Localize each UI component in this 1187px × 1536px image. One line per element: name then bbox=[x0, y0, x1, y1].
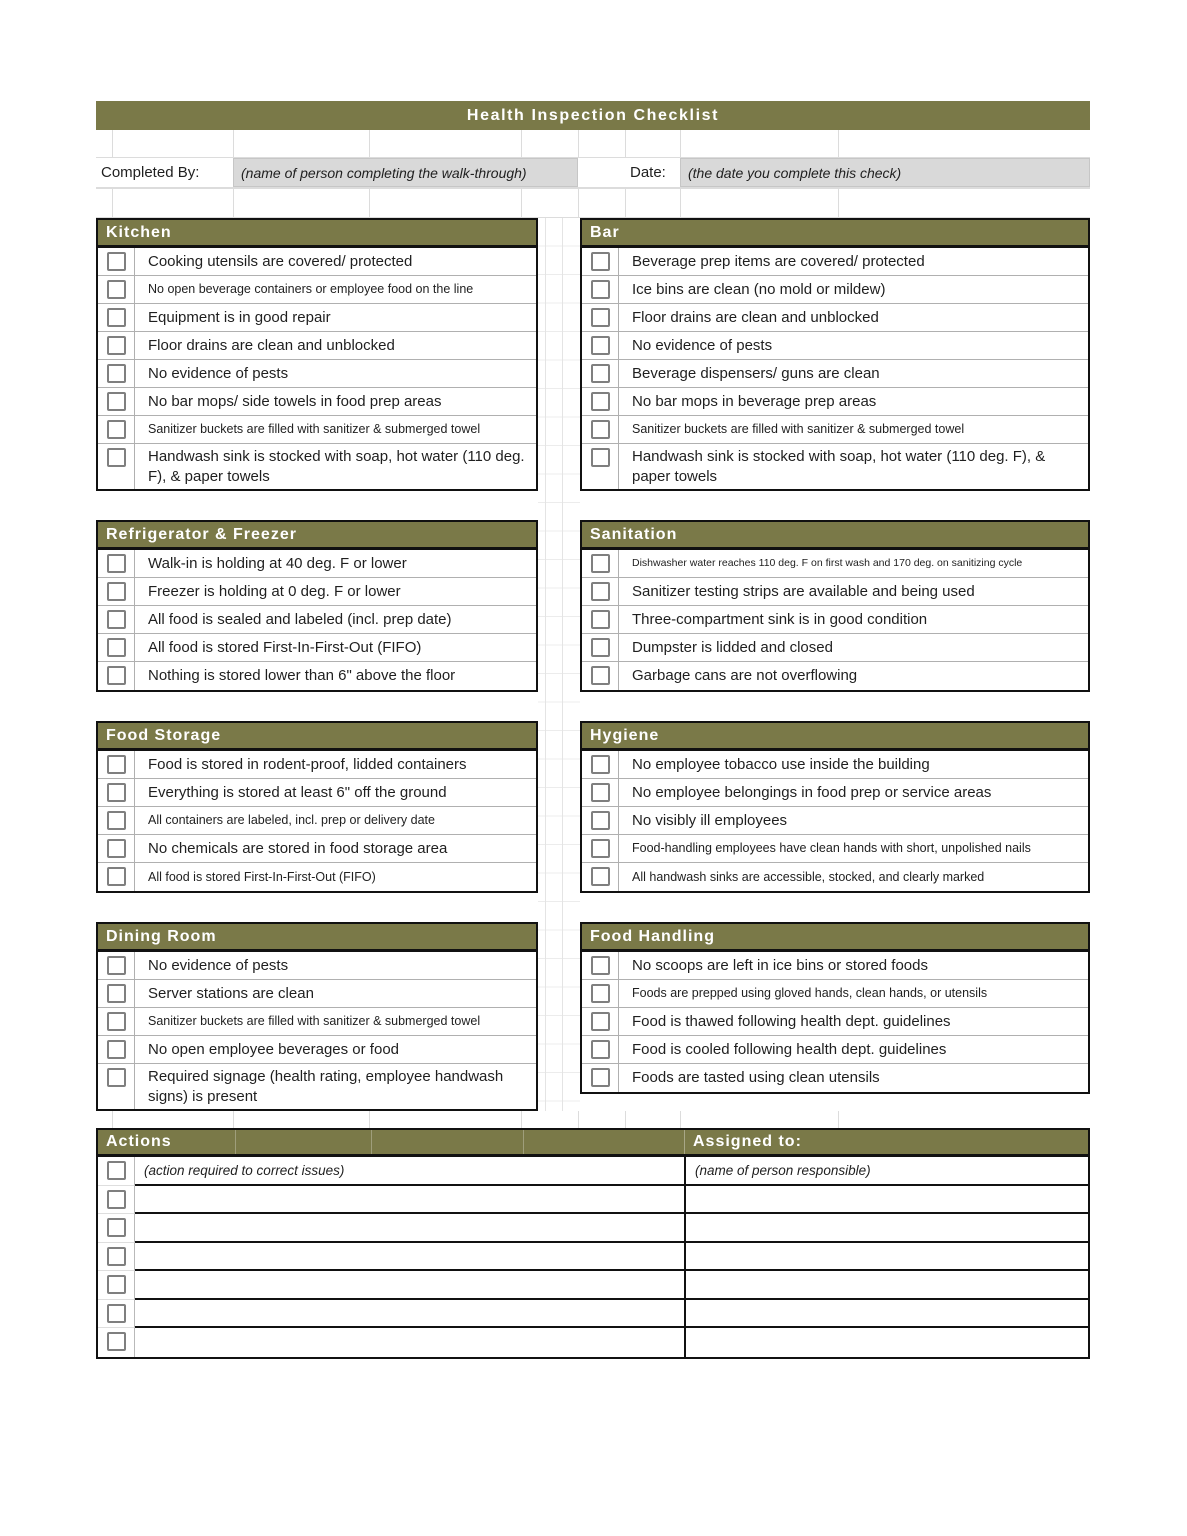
checklist-item-label: No evidence of pests bbox=[148, 364, 289, 382]
checklist-item-label: Dumpster is lidded and closed bbox=[632, 638, 833, 656]
checkbox-cell bbox=[582, 1008, 619, 1035]
checkbox[interactable] bbox=[591, 420, 610, 439]
checklist-row bbox=[582, 779, 1088, 807]
action-input[interactable]: (action required to correct issues) bbox=[135, 1157, 684, 1186]
checkbox[interactable] bbox=[591, 783, 610, 802]
action-input[interactable] bbox=[135, 1243, 684, 1272]
checklist-columns bbox=[96, 218, 1090, 1111]
checkbox-cell bbox=[98, 550, 135, 577]
section-bar bbox=[580, 218, 1090, 491]
checklist-item-label: No employee tobacco use inside the building bbox=[632, 755, 930, 773]
grid-spacer bbox=[96, 1111, 1090, 1128]
date-input[interactable]: (the date you complete this check) bbox=[680, 158, 1090, 187]
checklist-item-label: No chemicals are stored in food storage area bbox=[148, 839, 448, 857]
section-title: Kitchen bbox=[98, 220, 536, 248]
checkbox[interactable] bbox=[591, 956, 610, 975]
checkbox-cell bbox=[98, 1157, 135, 1186]
checklist-row bbox=[582, 952, 1088, 980]
grid-spacer bbox=[96, 188, 1090, 218]
checkbox[interactable] bbox=[107, 956, 126, 975]
checkbox-cell bbox=[582, 835, 619, 862]
section-title: Food Handling bbox=[582, 924, 1088, 952]
checklist-item-label: Ice bins are clean (no mold or mildew) bbox=[632, 280, 886, 298]
checkbox-cell bbox=[98, 1243, 135, 1272]
checklist-item-label: Sanitizer testing strips are available and being used bbox=[632, 582, 975, 600]
action-row bbox=[98, 1328, 1088, 1357]
checklist-item-label: All food is sealed and labeled (incl. prep date) bbox=[148, 610, 452, 628]
checkbox-cell bbox=[582, 248, 619, 275]
checkbox-cell bbox=[98, 248, 135, 275]
action-input[interactable] bbox=[135, 1300, 684, 1329]
checkbox-cell bbox=[98, 952, 135, 979]
checklist-item-label: No bar mops in beverage prep areas bbox=[632, 392, 877, 410]
checklist-row bbox=[98, 416, 536, 444]
checklist-item-label: Required signage (health rating, employee handwash signs) is present bbox=[148, 1068, 504, 1105]
checkbox-cell bbox=[582, 416, 619, 443]
checkbox[interactable] bbox=[107, 783, 126, 802]
checklist-item-label: Food is stored in rodent-proof, lidded containers bbox=[148, 755, 467, 773]
checklist-item-label: Garbage cans are not overflowing bbox=[632, 667, 858, 685]
checklist-row bbox=[582, 276, 1088, 304]
checkbox[interactable] bbox=[107, 336, 126, 355]
checkbox[interactable] bbox=[591, 755, 610, 774]
checklist-item-label: Sanitizer buckets are filled with sanitizer & submerged towel bbox=[148, 422, 481, 437]
checklist-item-label: No bar mops/ side towels in food prep areas bbox=[148, 392, 442, 410]
checkbox-cell bbox=[582, 980, 619, 1007]
checkbox-cell bbox=[98, 662, 135, 690]
checkbox[interactable] bbox=[107, 1247, 126, 1266]
checkbox-cell bbox=[582, 1036, 619, 1063]
checklist-item-label: All containers are labeled, incl. prep or delivery date bbox=[148, 813, 435, 828]
action-row bbox=[98, 1271, 1088, 1300]
checkbox[interactable] bbox=[591, 308, 610, 327]
checklist-item-label: Floor drains are clean and unblocked bbox=[148, 336, 395, 354]
checkbox-cell bbox=[98, 835, 135, 862]
checkbox-cell bbox=[98, 416, 135, 443]
checklist-row bbox=[98, 388, 536, 416]
checklist-item-label: Handwash sink is stocked with soap, hot water (110 deg. F), & paper towels bbox=[148, 448, 525, 485]
checkbox-cell bbox=[98, 1271, 135, 1300]
checkbox-cell bbox=[582, 550, 619, 577]
checklist-item-label: Foods are prepped using gloved hands, clean hands, or utensils bbox=[632, 986, 988, 1001]
section-food-storage bbox=[96, 721, 538, 893]
checkbox-cell bbox=[98, 807, 135, 834]
checkbox[interactable] bbox=[591, 448, 610, 467]
checkbox-cell bbox=[582, 952, 619, 979]
checkbox[interactable] bbox=[107, 638, 126, 657]
section-title: Food Storage bbox=[98, 723, 536, 751]
checklist-item-label: Nothing is stored lower than 6" above the floor bbox=[148, 667, 456, 685]
checkbox-cell bbox=[98, 1064, 135, 1109]
action-row bbox=[98, 1300, 1088, 1329]
checkbox-cell bbox=[98, 444, 135, 489]
checkbox-cell bbox=[98, 578, 135, 605]
section-hygiene bbox=[580, 721, 1090, 893]
checklist-row bbox=[582, 444, 1088, 489]
checklist-row bbox=[582, 248, 1088, 276]
checkbox-cell bbox=[98, 388, 135, 415]
checklist-item-label: Floor drains are clean and unblocked bbox=[632, 308, 879, 326]
column-gutter bbox=[538, 218, 580, 1111]
checklist-row bbox=[98, 332, 536, 360]
checkbox[interactable] bbox=[107, 984, 126, 1003]
checkbox-cell bbox=[582, 276, 619, 303]
checklist-row bbox=[582, 360, 1088, 388]
assigned-to-input[interactable]: (name of person responsible) bbox=[684, 1157, 1088, 1186]
checklist-item-label: Handwash sink is stocked with soap, hot water (110 deg. F), & paper towels bbox=[632, 448, 1046, 485]
checklist-row bbox=[582, 606, 1088, 634]
checkbox[interactable] bbox=[107, 610, 126, 629]
checkbox-cell bbox=[98, 1214, 135, 1243]
checklist-row bbox=[98, 550, 536, 578]
checkbox[interactable] bbox=[591, 1068, 610, 1087]
checklist-row bbox=[98, 634, 536, 662]
action-row bbox=[98, 1214, 1088, 1243]
section-title: Sanitation bbox=[582, 522, 1088, 550]
checklist-row bbox=[582, 835, 1088, 863]
checklist-item-label: Food-handling employees have clean hands with short, unpolished nails bbox=[632, 841, 1031, 856]
checkbox-cell bbox=[98, 276, 135, 303]
checklist-item-label: Food is cooled following health dept. guidelines bbox=[632, 1040, 947, 1058]
checkbox[interactable] bbox=[107, 1218, 126, 1237]
checklist-row bbox=[582, 662, 1088, 690]
checkbox[interactable] bbox=[107, 1304, 126, 1323]
checkbox-cell bbox=[98, 634, 135, 661]
checkbox-cell bbox=[582, 634, 619, 661]
checklist-row bbox=[582, 751, 1088, 779]
checklist-row bbox=[98, 360, 536, 388]
action-input[interactable] bbox=[135, 1271, 684, 1300]
action-row bbox=[98, 1186, 1088, 1215]
checkbox[interactable] bbox=[591, 984, 610, 1003]
checkbox-cell bbox=[582, 1064, 619, 1092]
checklist-item-label: Freezer is holding at 0 deg. F or lower bbox=[148, 582, 401, 600]
checkbox[interactable] bbox=[107, 364, 126, 383]
checklist-row bbox=[98, 662, 536, 690]
meta-row bbox=[96, 158, 1090, 188]
checkbox[interactable] bbox=[107, 1161, 126, 1180]
checklist-row bbox=[98, 952, 536, 980]
checklist-row bbox=[98, 980, 536, 1008]
checklist-row bbox=[582, 807, 1088, 835]
checklist-row bbox=[582, 416, 1088, 444]
checklist-item-label: Three-compartment sink is in good condition bbox=[632, 610, 928, 628]
checklist-item-label: All food is stored First-In-First-Out (FIFO) bbox=[148, 638, 422, 656]
checkbox[interactable] bbox=[107, 666, 126, 685]
checklist-item-label: Beverage dispensers/ guns are clean bbox=[632, 364, 880, 382]
right-column bbox=[580, 218, 1090, 1094]
checklist-row bbox=[98, 779, 536, 807]
section-kitchen bbox=[96, 218, 538, 491]
checkbox[interactable] bbox=[107, 392, 126, 411]
checkbox[interactable] bbox=[591, 280, 610, 299]
checklist-row bbox=[582, 550, 1088, 578]
section-title: Refrigerator & Freezer bbox=[98, 522, 536, 550]
section-refrigerator-freezer bbox=[96, 520, 538, 692]
checklist-row bbox=[98, 835, 536, 863]
actions-table bbox=[96, 1128, 1090, 1359]
checkbox[interactable] bbox=[107, 811, 126, 830]
checkbox[interactable] bbox=[107, 867, 126, 886]
checklist-row bbox=[98, 1008, 536, 1036]
checkbox[interactable] bbox=[107, 280, 126, 299]
checkbox-cell bbox=[582, 807, 619, 834]
checklist-row bbox=[98, 444, 536, 489]
assigned-to-input[interactable] bbox=[684, 1328, 1088, 1357]
checkbox[interactable] bbox=[107, 839, 126, 858]
checkbox-cell bbox=[582, 332, 619, 359]
section-title: Hygiene bbox=[582, 723, 1088, 751]
checklist-item-label: Food is thawed following health dept. guidelines bbox=[632, 1012, 951, 1030]
action-input[interactable] bbox=[135, 1214, 684, 1243]
checkbox[interactable] bbox=[591, 1040, 610, 1059]
checkbox-cell bbox=[98, 360, 135, 387]
action-input[interactable] bbox=[135, 1186, 684, 1215]
checkbox-cell bbox=[98, 1186, 135, 1215]
checklist-item-label: No open employee beverages or food bbox=[148, 1040, 400, 1058]
checkbox-cell bbox=[98, 606, 135, 633]
checkbox[interactable] bbox=[591, 839, 610, 858]
checklist-item-label: Foods are tasted using clean utensils bbox=[632, 1069, 880, 1087]
checkbox-cell bbox=[98, 1328, 135, 1357]
action-input[interactable] bbox=[135, 1328, 684, 1357]
checkbox[interactable] bbox=[591, 1012, 610, 1031]
checkbox-cell bbox=[582, 662, 619, 690]
assigned-to-input[interactable] bbox=[684, 1214, 1088, 1243]
checklist-item-label: All handwash sinks are accessible, stocked, and clearly marked bbox=[632, 869, 985, 884]
checkbox[interactable] bbox=[107, 1275, 126, 1294]
checklist-item-label: Beverage prep items are covered/ protected bbox=[632, 252, 925, 270]
checkbox-cell bbox=[98, 779, 135, 806]
checkbox[interactable] bbox=[591, 364, 610, 383]
checklist-item-label: Equipment is in good repair bbox=[148, 308, 331, 326]
checklist-row bbox=[98, 276, 536, 304]
section-title: Dining Room bbox=[98, 924, 536, 952]
checklist-row bbox=[582, 1064, 1088, 1092]
checklist-item-label: No scoops are left in ice bins or stored foods bbox=[632, 956, 928, 974]
checkbox-cell bbox=[98, 332, 135, 359]
assigned-to-input[interactable] bbox=[684, 1271, 1088, 1300]
checkbox[interactable] bbox=[591, 610, 610, 629]
checkbox[interactable] bbox=[107, 308, 126, 327]
grid-spacer bbox=[96, 130, 1090, 158]
assigned-to-title: Assigned to: bbox=[684, 1130, 1088, 1154]
checkbox-cell bbox=[582, 863, 619, 891]
completed-by-input[interactable]: (name of person completing the walk-through) bbox=[233, 158, 578, 187]
completed-by-label: Completed By: bbox=[101, 164, 200, 181]
actions-header bbox=[96, 1128, 1090, 1157]
actions-body bbox=[96, 1157, 1090, 1359]
section-title: Bar bbox=[582, 220, 1088, 248]
checkbox[interactable] bbox=[591, 638, 610, 657]
actions-title: Actions bbox=[106, 1133, 172, 1150]
section-food-handling bbox=[580, 922, 1090, 1094]
checklist-row bbox=[582, 388, 1088, 416]
checklist-row bbox=[98, 248, 536, 276]
checkbox[interactable] bbox=[107, 1332, 126, 1351]
checklist-row bbox=[98, 1036, 536, 1064]
checklist-item-label: All food is stored First-In-First-Out (FIFO) bbox=[148, 869, 376, 884]
checklist-row bbox=[582, 304, 1088, 332]
section-dining-room bbox=[96, 922, 538, 1111]
checklist-row bbox=[98, 807, 536, 835]
checklist-item-label: No visibly ill employees bbox=[632, 811, 788, 829]
assigned-to-input[interactable] bbox=[684, 1243, 1088, 1272]
date-label: Date: bbox=[630, 164, 666, 181]
checklist-row bbox=[582, 1008, 1088, 1036]
checkbox-cell bbox=[582, 304, 619, 331]
checkbox[interactable] bbox=[591, 252, 610, 271]
checkbox-cell bbox=[98, 751, 135, 778]
checklist-item-label: Sanitizer buckets are filled with sanitizer & submerged towel bbox=[148, 1014, 481, 1029]
checkbox-cell bbox=[98, 1008, 135, 1035]
checklist-row bbox=[582, 1036, 1088, 1064]
checklist-row bbox=[582, 332, 1088, 360]
checkbox-cell bbox=[582, 360, 619, 387]
checklist-item-label: Sanitizer buckets are filled with sanitizer & submerged towel bbox=[632, 422, 965, 437]
checkbox[interactable] bbox=[591, 867, 610, 886]
action-row bbox=[98, 1243, 1088, 1272]
checklist-row bbox=[582, 634, 1088, 662]
checkbox[interactable] bbox=[107, 1190, 126, 1209]
checklist-item-label: Walk-in is holding at 40 deg. F or lower bbox=[148, 554, 407, 572]
checkbox[interactable] bbox=[107, 582, 126, 601]
checklist-row bbox=[98, 751, 536, 779]
checkbox[interactable] bbox=[107, 1068, 126, 1087]
checkbox[interactable] bbox=[591, 554, 610, 573]
checkbox[interactable] bbox=[591, 582, 610, 601]
left-column bbox=[96, 218, 538, 1111]
checkbox[interactable] bbox=[107, 448, 126, 467]
checkbox[interactable] bbox=[107, 554, 126, 573]
checklist-row bbox=[582, 980, 1088, 1008]
checkbox[interactable] bbox=[107, 252, 126, 271]
checklist-row bbox=[98, 578, 536, 606]
checklist-row bbox=[582, 863, 1088, 891]
assigned-to-input[interactable] bbox=[684, 1186, 1088, 1215]
checkbox-cell bbox=[98, 1036, 135, 1063]
checklist-item-label: No employee belongings in food prep or service areas bbox=[632, 783, 992, 801]
checkbox[interactable] bbox=[107, 1012, 126, 1031]
checkbox-cell bbox=[582, 751, 619, 778]
checkbox[interactable] bbox=[107, 1040, 126, 1059]
checklist-item-label: Dishwasher water reaches 110 deg. F on first wash and 170 deg. on sanitizing cycle bbox=[632, 556, 1023, 569]
checkbox-cell bbox=[582, 779, 619, 806]
assigned-to-input[interactable] bbox=[684, 1300, 1088, 1329]
checkbox-cell bbox=[582, 606, 619, 633]
checkbox-cell bbox=[98, 304, 135, 331]
checkbox[interactable] bbox=[591, 392, 610, 411]
checklist-item-label: No evidence of pests bbox=[632, 336, 773, 354]
checklist-item-label: Cooking utensils are covered/ protected bbox=[148, 252, 413, 270]
checkbox-cell bbox=[582, 388, 619, 415]
checkbox-cell bbox=[582, 578, 619, 605]
checklist-row bbox=[98, 1064, 536, 1109]
checklist-row bbox=[98, 304, 536, 332]
checkbox[interactable] bbox=[591, 811, 610, 830]
checkbox[interactable] bbox=[107, 755, 126, 774]
checkbox-cell bbox=[98, 863, 135, 891]
checkbox-cell bbox=[98, 980, 135, 1007]
checklist-row bbox=[98, 606, 536, 634]
checklist-row bbox=[98, 863, 536, 891]
checkbox[interactable] bbox=[591, 666, 610, 685]
action-row bbox=[98, 1157, 1088, 1186]
checklist-item-label: No evidence of pests bbox=[148, 956, 289, 974]
checkbox-cell bbox=[582, 444, 619, 489]
checklist-item-label: Server stations are clean bbox=[148, 984, 314, 1002]
page-title: Health Inspection Checklist bbox=[96, 101, 1090, 130]
checkbox[interactable] bbox=[591, 336, 610, 355]
checkbox-cell bbox=[98, 1300, 135, 1329]
checklist-item-label: No open beverage containers or employee food on the line bbox=[148, 282, 474, 297]
checklist-row bbox=[582, 578, 1088, 606]
checklist-item-label: Everything is stored at least 6" off the ground bbox=[148, 783, 447, 801]
section-sanitation bbox=[580, 520, 1090, 692]
checkbox[interactable] bbox=[107, 420, 126, 439]
